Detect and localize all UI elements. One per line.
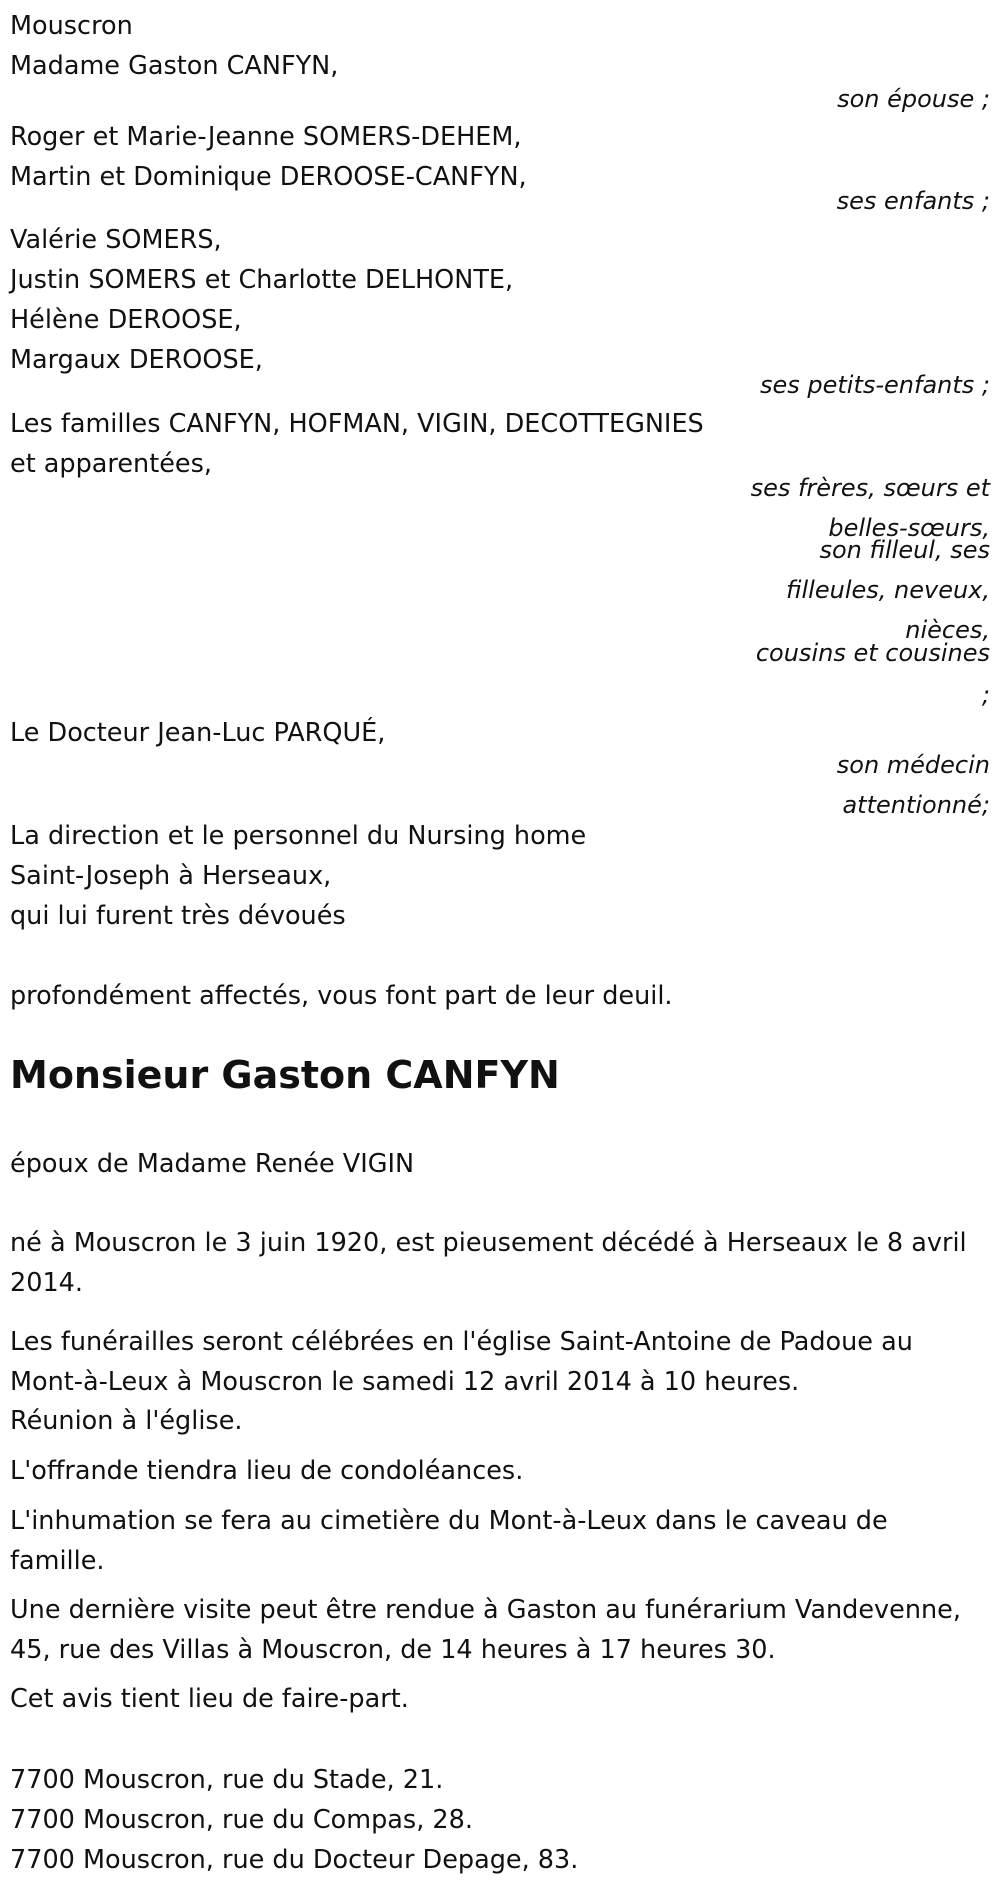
grandchild-name: Margaux DEROOSE, [10, 345, 263, 375]
grandchild-name: Hélène DEROOSE, [10, 305, 242, 335]
paragraph-notice: Cet avis tient lieu de faire-part. [10, 1684, 409, 1714]
deceased-name: Monsieur Gaston CANFYN [10, 1053, 560, 1097]
nursing-line: qui lui furent très dévoués [10, 901, 346, 931]
families-role-line: son filleul, ses [819, 536, 990, 564]
addresses [10, 1760, 578, 1880]
grandchildren-role: ses petits-enfants ; [759, 371, 990, 399]
paragraph-offering: L'offrande tiendra lieu de condoléances. [10, 1456, 524, 1486]
families-role-line: ; [981, 681, 990, 709]
families-name: Les familles CANFYN, HOFMAN, VIGIN, DECOTTEGNIES [10, 409, 704, 439]
address-line: 7700 Mouscron, rue du Docteur Depage, 83. [10, 1845, 579, 1875]
doctor-name: Le Docteur Jean-Luc PARQUÉ, [10, 718, 386, 748]
families-role-line: filleules, neveux, [786, 576, 990, 604]
children-names [10, 117, 527, 197]
spouse-name: Madame Gaston CANFYN, [10, 51, 339, 81]
child-name: Roger et Marie-Jeanne SOMERS-DEHEM, [10, 122, 522, 152]
nursing-line: La direction et le personnel du Nursing home [10, 821, 587, 851]
nursing-line: Saint-Joseph à Herseaux, [10, 861, 332, 891]
nursing-block [10, 816, 586, 936]
paragraph-meeting: Réunion à l'église. [10, 1406, 243, 1436]
spouse-role: son épouse ; [837, 85, 990, 113]
families-role-line: nièces, [905, 616, 990, 644]
paragraph-birth-death: né à Mouscron le 3 juin 1920, est pieusement décédé à Herseaux le 8 avril 2014. [10, 1228, 967, 1298]
paragraph-visit: Une dernière visite peut être rendue à Gaston au funérarium Vandevenne, 45, rue des Villas à Mouscron, de 14 heures à 17 heures 30. [10, 1595, 961, 1665]
families-name: et apparentées, [10, 449, 212, 479]
paragraph-funeral: Les funérailles seront célébrées en l'église Saint-Antoine de Padoue au Mont-à-Leux à Mouscron le samedi 12 avril 2014 à 10 heures. [10, 1327, 913, 1397]
families-role-line: ses frères, sœurs et [750, 474, 990, 502]
grandchild-name: Justin SOMERS et Charlotte DELHONTE, [10, 265, 514, 295]
grandchild-name: Valérie SOMERS, [10, 225, 222, 255]
doctor-names [10, 713, 385, 753]
children-role: ses enfants ; [836, 187, 990, 215]
spouse-of: époux de Madame Renée VIGIN [10, 1149, 415, 1179]
paragraph-burial: L'inhumation se fera au cimetière du Mont-à-Leux dans le caveau de famille. [10, 1506, 888, 1576]
families-role-line: cousins et cousines [755, 639, 990, 667]
doctor-role-line: son médecin [836, 751, 990, 779]
address-line: 7700 Mouscron, rue du Stade, 21. [10, 1765, 444, 1795]
address-line: 7700 Mouscron, rue du Compas, 28. [10, 1805, 473, 1835]
announcement: profondément affectés, vous font part de leur deuil. [10, 981, 673, 1011]
spouse-names [10, 46, 338, 86]
families-names [10, 404, 704, 484]
families-role-line: belles-sœurs, [828, 514, 990, 542]
child-name: Martin et Dominique DEROOSE-CANFYN, [10, 162, 527, 192]
grandchildren-names [10, 220, 513, 380]
location: Mouscron [10, 11, 133, 41]
doctor-role-line: attentionné; [842, 791, 990, 819]
